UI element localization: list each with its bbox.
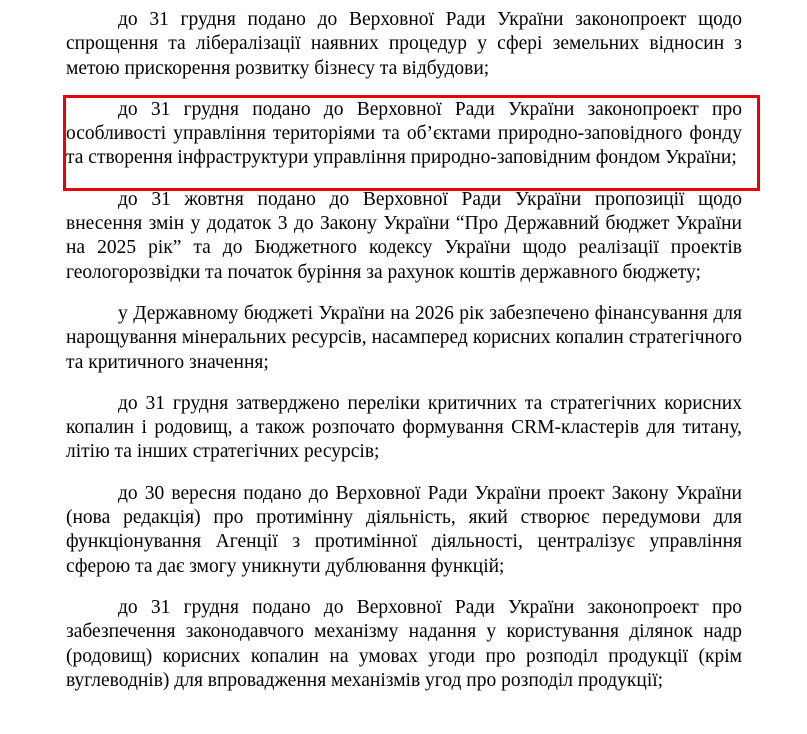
paragraph-state-budget-2025: до 31 жовтня подано до Верховної Ради України пропозиції щодо внесення змін у додаток 3 до Закону України “Про Державний бюджет України на 2025 рік” та до Бюджетного кодексу України щодо реалізації проектів геологорозвідки та початок буріння за рахунок коштів державного бюджету;	[66, 188, 742, 283]
paragraph-mine-action: до 30 вересня подано до Верховної Ради України проект Закону України (нова редакція) про протимінну діяльність, який створює передумови для функціонування Агенції з протимінної діяльності, централізує управління сферою та дає змогу уникнути дублювання функцій;	[66, 482, 742, 577]
paragraph-critical-minerals: до 31 грудня затверджено переліки критичних та стратегічних корисних копалин і родовищ, а також розпочато формування CRM-кластерів для титану, літію та інших стратегічних ресурсів;	[66, 392, 742, 463]
document-body	[66, 8, 742, 693]
paragraph-nature-reserve: до 31 грудня подано до Верховної Ради України законопроект про особливості управління територіями та об’єктами природно-заповідного фонду та створення інфраструктури управління природно-заповідним фондом України;	[66, 98, 742, 169]
paragraph-land-relations: до 31 грудня подано до Верховної Ради України законопроект щодо спрощення та лібералізації наявних процедур у сфері земельних відносин з метою прискорення розвитку бізнесу та відбудови;	[66, 9, 742, 79]
paragraph-production-sharing: до 31 грудня подано до Верховної Ради України законопроект про забезпечення законодавчого механізму надання у користування ділянок надр (родовищ) корисних копалин на умовах угоди про розподіл продукції (крім вуглеводнів) для впровадження механізмів угод про розподіл продукції;	[66, 596, 742, 691]
paragraph-state-budget-2026: у Державному бюджеті України на 2026 рік забезпечено фінансування для нарощування мінеральних ресурсів, насамперед корисних копалин стратегічного та критичного значення;	[66, 302, 742, 373]
